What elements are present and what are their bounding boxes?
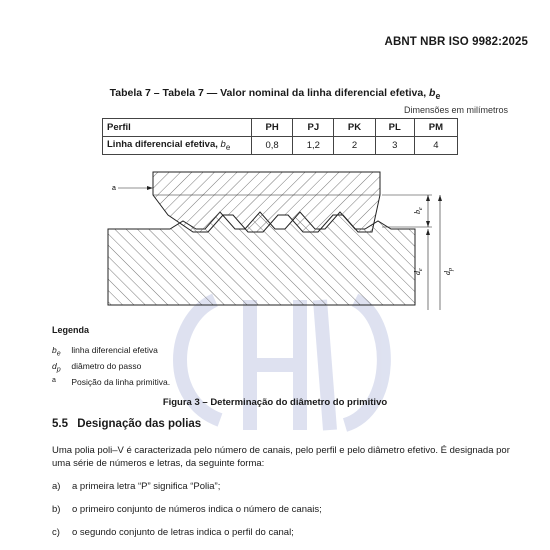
table-caption-symbol: b xyxy=(429,87,436,99)
list-item xyxy=(52,527,294,538)
table-caption-subscript: e xyxy=(435,91,441,102)
legend-item xyxy=(52,361,141,374)
legend-symbol-sub: p xyxy=(56,365,61,374)
section-number: 5.5 xyxy=(52,418,68,430)
dim-be-symbol: b xyxy=(413,210,422,214)
dim-be-label xyxy=(413,207,424,214)
list-marker: b) xyxy=(52,504,61,515)
legend-symbol xyxy=(52,345,69,358)
section-paragraph: Uma polia poli–V é caracterizada pelo número de canais, pelo perfil e pelo diâmetro efetivo. É designada por uma série de números e letras, da seguinte forma: xyxy=(52,445,510,469)
list-text: o segundo conjunto de letras indica o perfil do canal; xyxy=(72,527,294,538)
col-header: PL xyxy=(375,119,414,137)
header-label: Perfil xyxy=(103,119,252,137)
legend-symbol-char: b xyxy=(52,345,57,355)
table-header-row xyxy=(103,119,458,137)
col-header: PK xyxy=(334,119,375,137)
section-title: Designação das polias xyxy=(77,418,202,430)
figure-caption: Figura 3 – Determinação do diâmetro do primitivo xyxy=(162,397,388,408)
dim-dp-label xyxy=(443,268,454,275)
col-header: PM xyxy=(414,119,457,137)
table-caption xyxy=(0,87,550,101)
legend-text: linha diferencial efetiva xyxy=(71,345,158,355)
list-text: o primeiro conjunto de números indica o número de canais; xyxy=(72,504,322,515)
legend-symbol: a xyxy=(52,377,56,384)
legend-text: Posição da linha primitiva. xyxy=(71,377,171,387)
table-cell: 1,2 xyxy=(293,137,334,155)
standard-reference: ABNT NBR ISO 9982:2025 xyxy=(384,36,528,48)
list-item xyxy=(52,481,220,492)
table-cell: 4 xyxy=(414,137,457,155)
row-label-text: Linha diferencial efetiva, xyxy=(107,139,218,151)
marker-a-arrow xyxy=(147,186,153,190)
marker-a: a xyxy=(112,185,116,192)
col-header: PH xyxy=(252,119,293,137)
list-marker: a) xyxy=(52,481,61,492)
dim-arrow xyxy=(426,229,430,235)
legend-text: diâmetro do passo xyxy=(71,361,142,371)
row-label-subscript: e xyxy=(225,142,231,152)
table-cell: 0,8 xyxy=(252,137,293,155)
dim-de-subscript: e xyxy=(418,268,424,271)
list-text: a primeira letra “P” significa “Polia”; xyxy=(72,481,221,492)
legend-title: Legenda xyxy=(52,325,90,335)
table-row xyxy=(103,137,458,155)
list-item xyxy=(52,504,322,515)
row-label xyxy=(103,137,252,155)
legend-item xyxy=(52,377,170,387)
legend-symbol-sub: e xyxy=(56,349,61,358)
table-cell: 2 xyxy=(334,137,375,155)
table-caption-text: Tabela 7 – Tabela 7 — Valor nominal da linha diferencial efetiva, xyxy=(109,87,427,99)
dim-dp-subscript: p xyxy=(448,268,454,271)
col-header: PJ xyxy=(293,119,334,137)
legend-symbol-char: d xyxy=(52,361,57,371)
profile-table xyxy=(102,118,458,155)
dim-de-symbol: d xyxy=(413,271,422,275)
section-heading xyxy=(52,418,201,430)
legend-item xyxy=(52,345,158,358)
dim-arrow xyxy=(426,221,430,227)
dim-be-subscript: e xyxy=(418,207,424,210)
dim-dp-symbol: d xyxy=(443,271,452,275)
legend-symbol xyxy=(52,361,69,374)
groove-diagram xyxy=(0,160,550,320)
row-label-symbol: b xyxy=(220,139,226,151)
list-marker: c) xyxy=(52,527,60,538)
table-cell: 3 xyxy=(375,137,414,155)
dim-arrow xyxy=(426,195,430,201)
dim-arrow xyxy=(438,195,442,201)
units-note: Dimensões em milímetros xyxy=(403,105,508,115)
